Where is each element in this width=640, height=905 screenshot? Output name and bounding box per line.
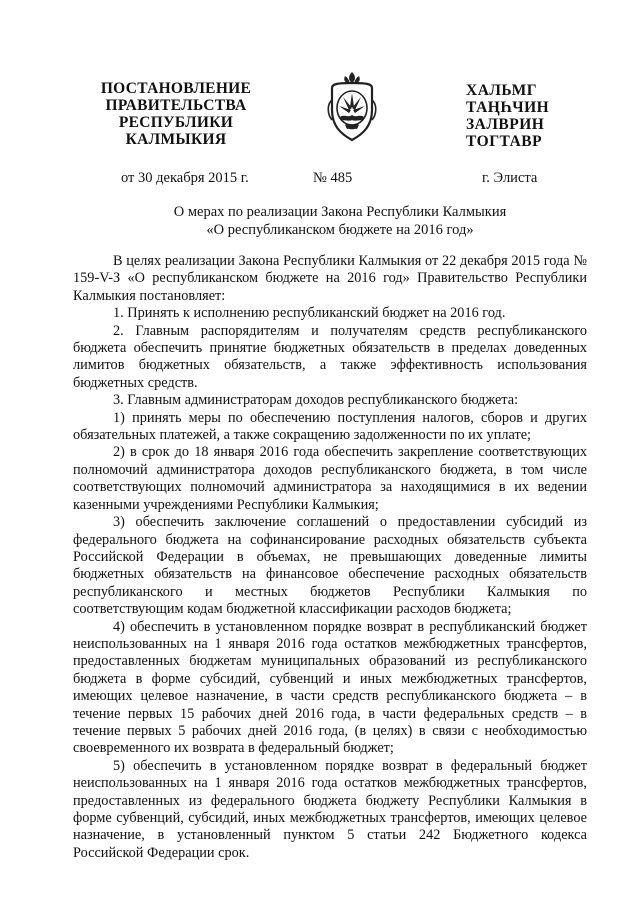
header-right-line: ТОГТАВР: [466, 133, 543, 150]
header-left-line: РЕСПУБЛИКИ: [118, 114, 234, 131]
header-left-line: ПОСТАНОВЛЕНИЕ: [100, 80, 252, 97]
paragraph-subitem-1: 1) принять меры по обеспечению поступления налогов, сборов и других обязательных платежей, а также сокращению задолженности по их уплате;: [73, 409, 587, 444]
header-left-line: ПРАВИТЕЛЬСТВА: [105, 97, 247, 114]
paragraph-subitem-5: 5) обеспечить в установленном порядке возврат в федеральный бюджет неиспользованных на 1 января 2016 года остатков межбюджетных трансфертов, предоставленных из федерального бюджета бюджету Республики Калмыкия в форме субвенций, субсидий, иных межбюджетных трансфертов, имеющих целевое назначение, в установленный пунктом 5 статьи 242 Бюджетного кодекса Российской Федерации срок.: [73, 757, 587, 861]
paragraph-subitem-4: 4) обеспечить в установленном порядке возврат в республиканский бюджет неиспользованных на 1 января 2016 года остатков межбюджетных трансфертов, предоставленных бюджетам муниципальных образований из республиканского бюджета в форме субсидий, субвенций и иных межбюджетных трансфертов, имеющих целевое назначение, в части средств республиканского бюджета – в течение первых 15 рабочих дней 2016 года, в части федеральных средств – в течение первых 5 рабочих дней 2016 года, (в целях) в связи с необходимостью своевременного их возврата в федеральный бюджет;: [73, 618, 587, 757]
document-number: № 485: [313, 170, 353, 186]
header-left-line: КАЛМЫКИЯ: [125, 131, 227, 148]
document-city: г. Элиста: [482, 170, 538, 186]
paragraph-item-3: 3. Главным администраторам доходов республиканского бюджета:: [113, 392, 519, 409]
header-right-block: [466, 82, 574, 150]
document-date: от 30 декабря 2015 г.: [121, 170, 249, 186]
header-right-line: ТАҢҺЧИН: [466, 99, 550, 116]
document-title: [140, 203, 540, 239]
paragraph-subitem-3: 3) обеспечить заключение соглашений о предоставлении субсидий из федерального бюджета на софинансирование расходных обязательств субъекта Российской Федерации в объемах, не превышающих доведенные лимиты бюджетных обязательств на финансовое обеспечение расходных обязательств республиканского и местных бюджетов Республики Калмыкия по соответствующим кодам бюджетной классификации расходов бюджета;: [73, 514, 587, 618]
header-right-line: ХАЛЬМГ: [466, 82, 538, 99]
header-left-block: [96, 80, 256, 148]
paragraph-item-1: 1. Принять к исполнению республиканский бюджет на 2016 год.: [113, 305, 506, 322]
paragraph-item-2: 2. Главным распорядителям и получателям средств республиканского бюджета обеспечить принятие бюджетных обязательств в пределах доведенных лимитов бюджетных обязательств, а также эффективность использования бюджетных средств.: [73, 322, 587, 391]
coat-of-arms-emblem: [323, 70, 381, 142]
document-title-line: «О республиканском бюджете на 2016 год»: [206, 222, 474, 238]
document-body: [73, 253, 587, 862]
header-right-line: ЗАЛВРИН: [466, 116, 545, 133]
paragraph-preamble: В целях реализации Закона Республики Калмыкия от 22 декабря 2015 года № 159-V-З «О республиканском бюджете на 2016 год» Правительство Республики Калмыкия постановляет:: [73, 253, 587, 304]
document-title-line: О мерах по реализации Закона Республики Калмыкия: [173, 204, 507, 220]
paragraph-subitem-2: 2) в срок до 18 января 2016 года обеспечить закрепление соответствующих полномочий администратора доходов республиканского бюджета, в том числе соответствующих полномочий администратора за находящимися в их ведении казенными учреждениями Республики Калмыкия;: [73, 444, 587, 513]
